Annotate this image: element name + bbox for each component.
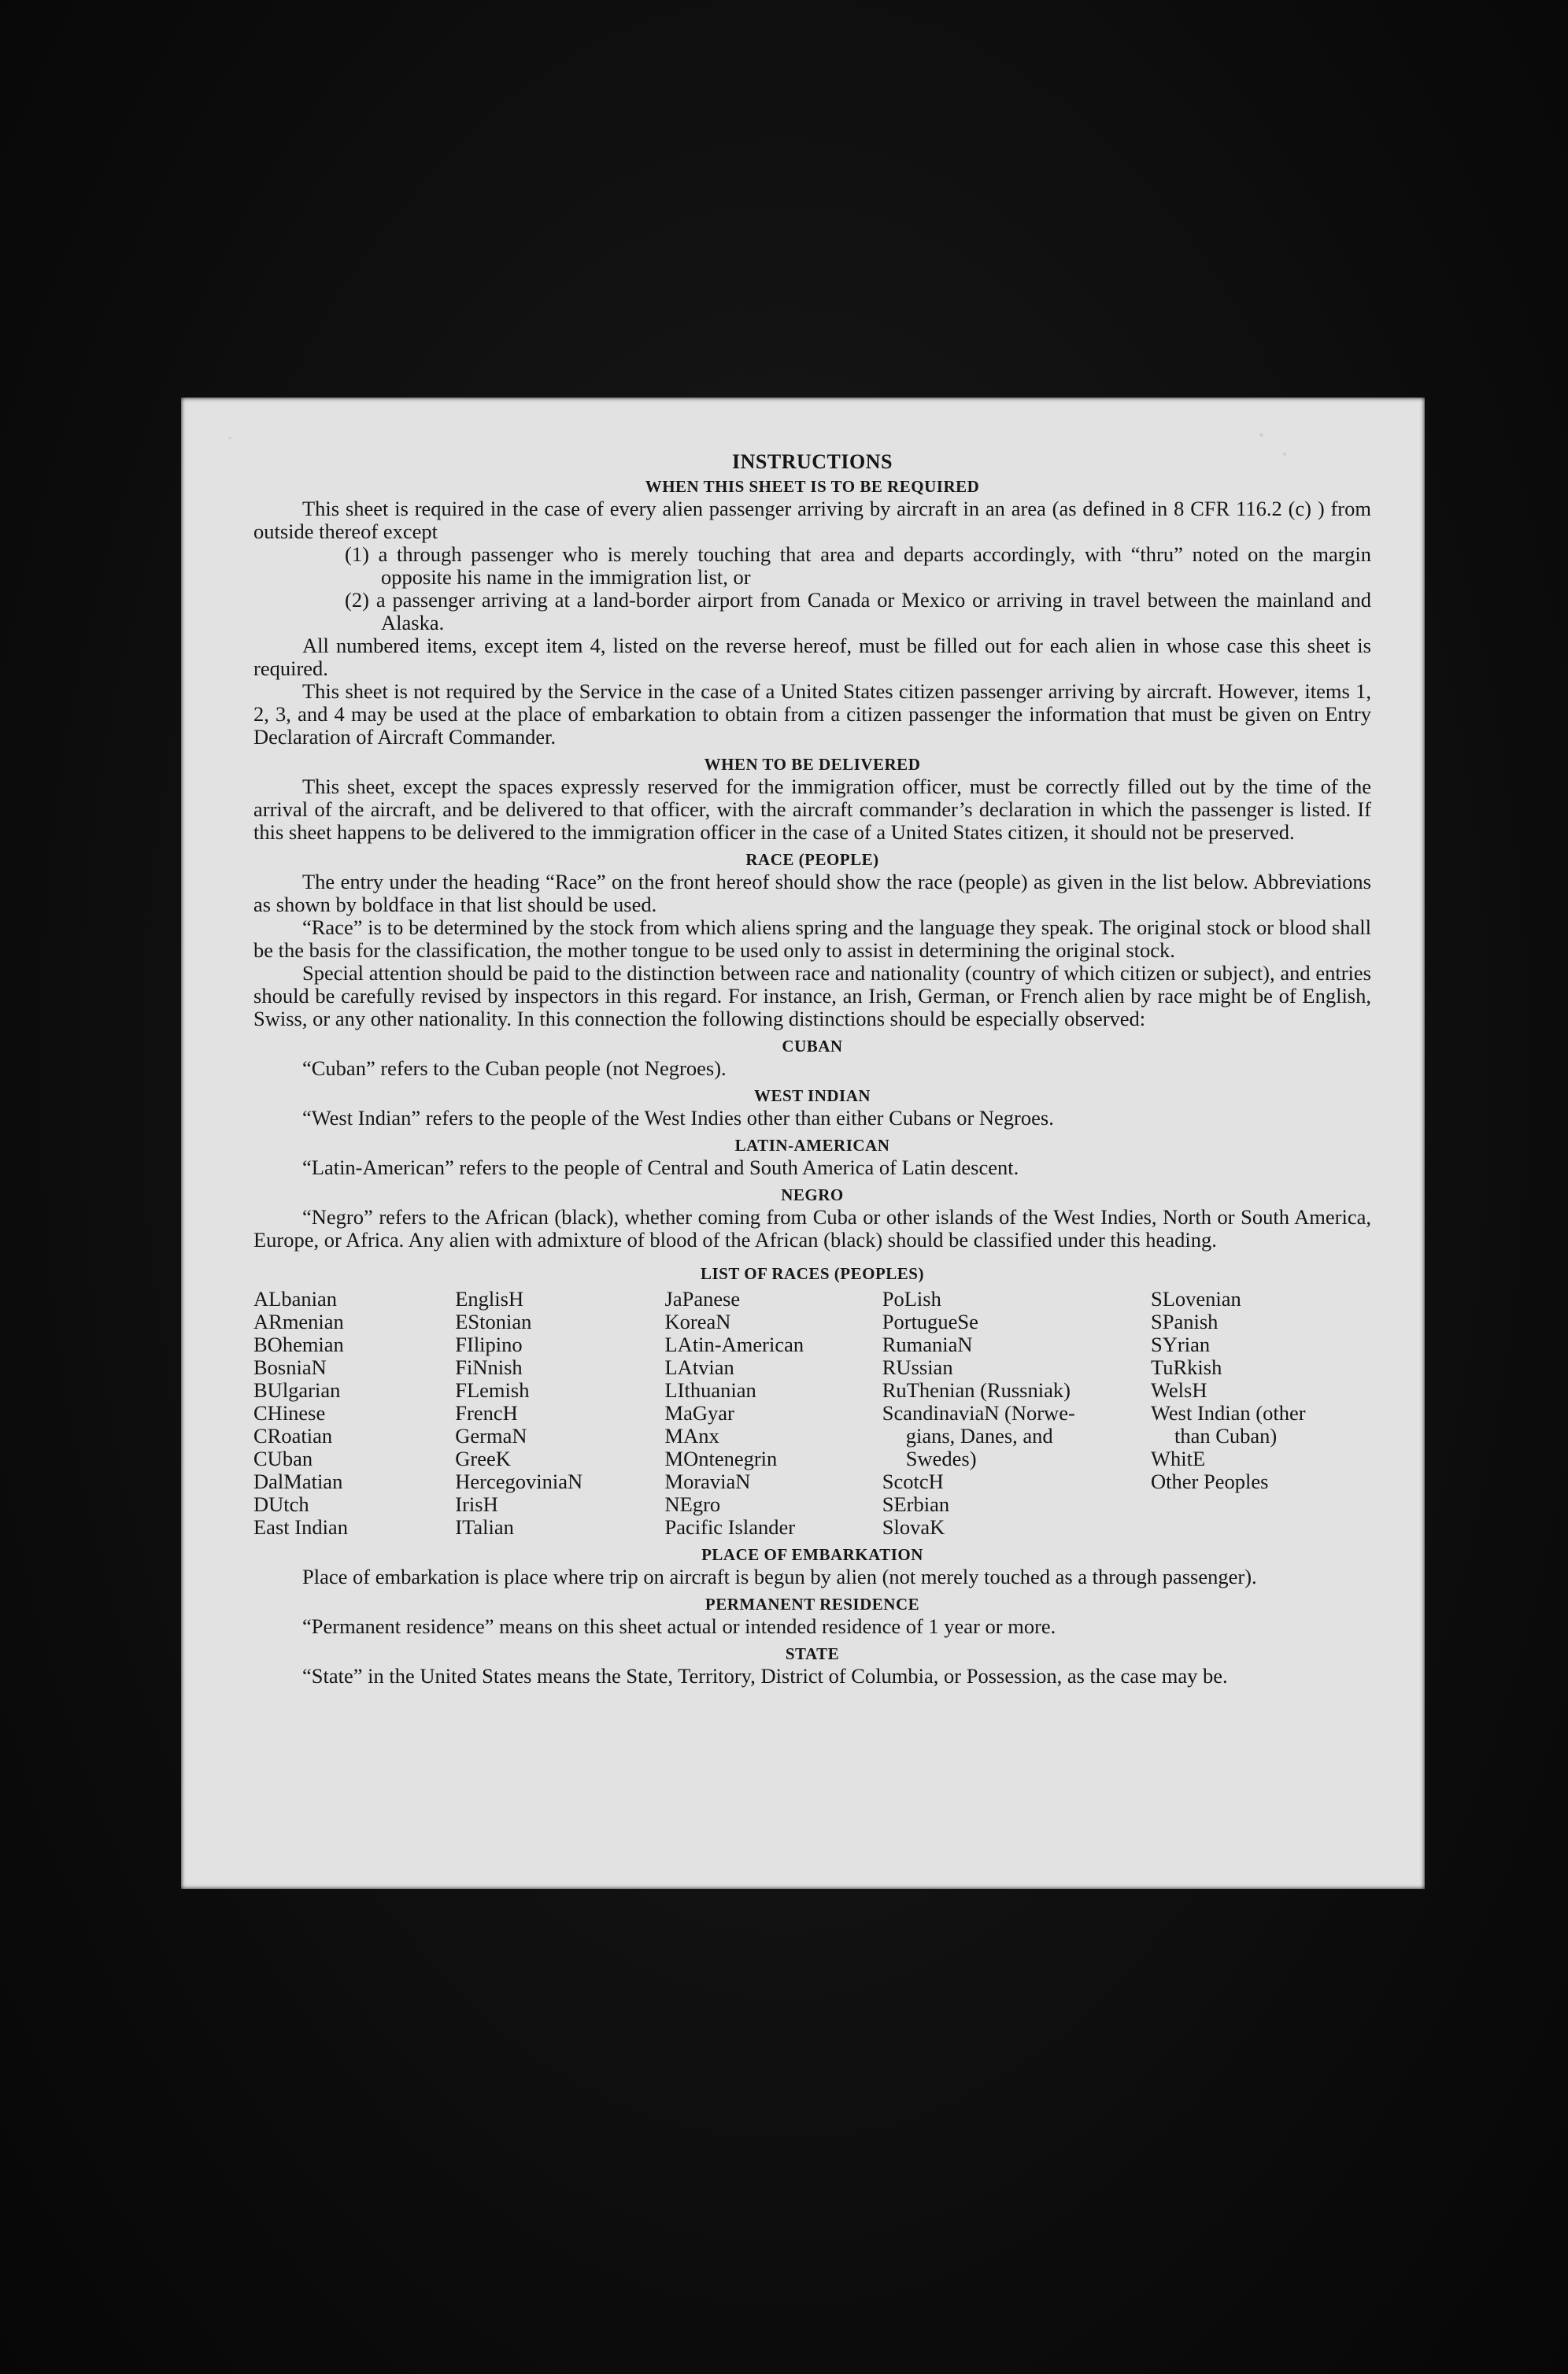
race-paragraph-2: “Race” is to be determined by the stock from which aliens spring and the language they speak. The original stock or blood shall be the basis for the classification, the mother tongue to be used only to assist in determining the original stock. xyxy=(253,915,1371,962)
race-entry: CHinese xyxy=(253,1401,326,1425)
race-entry: MoraviaN xyxy=(664,1470,751,1493)
race-paragraph-3: Special attention should be paid to the distinction between race and nationality (country of which citizen or subject), and entries should be carefully revised by inspectors in this regard. For instance, an Irish, German, or French alien by race might be of English, Swiss, or any other nationality. In this connection the following distinctions should be especially observed: xyxy=(253,961,1371,1030)
race-entry-continuation: than Cuban) xyxy=(1174,1424,1278,1448)
races-column-1 xyxy=(253,1288,446,1539)
heading-permanent-residence: PERMANENT RESIDENCE xyxy=(704,1595,920,1614)
heading-when-required: WHEN THIS SHEET IS TO BE REQUIRED xyxy=(645,477,980,496)
residence-text: “Permanent residence” means on this sheet actual or intended residence of 1 year or more. xyxy=(302,1614,1056,1638)
race-entry: PortugueSe xyxy=(882,1310,978,1333)
race-entry: SErbian xyxy=(882,1492,950,1516)
race-entry: HercegoviniaN xyxy=(455,1470,583,1493)
race-entry: WhitE xyxy=(1151,1447,1206,1470)
race-entry: FiNnish xyxy=(455,1355,523,1379)
race-entry: MAnx xyxy=(664,1424,719,1448)
race-entry: WelsH xyxy=(1151,1378,1207,1402)
race-entry: LIthuanian xyxy=(664,1378,756,1402)
race-entry: ARmenian xyxy=(253,1310,344,1333)
race-entry: MaGyar xyxy=(664,1401,734,1425)
race-entry: East Indian xyxy=(253,1515,348,1539)
heading-west-indian: WEST INDIAN xyxy=(753,1086,871,1105)
races-column-5 xyxy=(1151,1288,1371,1539)
race-entry: ScotcH xyxy=(882,1470,944,1493)
race-entry: DalMatian xyxy=(253,1470,343,1493)
race-paragraph-1: The entry under the heading “Race” on the front hereof should show the race (people) as given in the list below. Abbreviations as shown by boldface in that list should be used. xyxy=(253,870,1371,916)
embarkation-text: Place of embarkation is place where trip on aircraft is begun by alien (not merely touched as a through passenger). xyxy=(302,1565,1257,1588)
dust-speck xyxy=(1259,433,1263,437)
race-entry: Pacific Islander xyxy=(664,1515,796,1539)
race-entry: IrisH xyxy=(455,1492,498,1516)
west-indian-text: “West Indian” refers to the people of the West Indies other than either Cubans or Negroes. xyxy=(302,1106,1054,1130)
required-item-2: (2) a passenger arriving at a land-border airport from Canada or Mexico or arriving in travel between the mainland and Alaska. xyxy=(345,588,1371,634)
document-title: INSTRUCTIONS xyxy=(732,450,893,473)
race-entry: LAtvian xyxy=(664,1355,734,1379)
race-entry: FIlipino xyxy=(455,1333,523,1356)
race-entry: DUtch xyxy=(253,1492,309,1516)
race-entry: EnglisH xyxy=(455,1287,524,1311)
race-entry: MOntenegrin xyxy=(664,1447,778,1470)
heading-race: RACE (PEOPLE) xyxy=(745,850,879,869)
required-paragraph-1: This sheet is required in the case of every alien passenger arriving by aircraft in an area (as defined in 8 CFR 116.2 (c) ) from outside thereof except xyxy=(253,497,1371,543)
required-paragraph-3: This sheet is not required by the Service in the case of a United States citizen passenger arriving by aircraft. However, items 1, 2, 3, and 4 may be used at the place of embarkation to obtain from a citizen passenger the information that must be given on Entry Declaration of Aircraft Commander. xyxy=(253,679,1371,749)
race-entry: SLovenian xyxy=(1151,1287,1241,1311)
dust-speck xyxy=(228,437,231,439)
cuban-text: “Cuban” refers to the Cuban people (not Negroes). xyxy=(302,1056,727,1080)
race-entry: BosniaN xyxy=(253,1355,327,1379)
race-entry: ITalian xyxy=(455,1515,514,1539)
races-list xyxy=(253,1288,1371,1539)
heading-list-of-races: LIST OF RACES (PEOPLES) xyxy=(701,1264,924,1283)
race-entry: RumaniaN xyxy=(882,1333,973,1356)
heading-cuban: CUBAN xyxy=(782,1037,843,1056)
race-entry: EStonian xyxy=(455,1310,532,1333)
heading-state: STATE xyxy=(785,1644,840,1663)
race-entry: FLemish xyxy=(455,1378,530,1402)
required-item-1: (1) a through passenger who is merely touching that area and departs accordingly, with “thru” noted on the margin opposite his name in the immigration list, or xyxy=(345,542,1371,589)
races-column-3 xyxy=(665,1288,874,1539)
race-entry: PoLish xyxy=(882,1287,941,1311)
race-entry: NEgro xyxy=(664,1492,721,1516)
race-entry: ALbanian xyxy=(253,1287,337,1311)
heading-place-of-embarkation: PLACE OF EMBARKATION xyxy=(701,1545,923,1564)
document-sheet xyxy=(181,398,1425,1889)
latin-american-text: “Latin-American” refers to the people of Central and South America of Latin descent. xyxy=(302,1156,1019,1179)
race-entry: BOhemian xyxy=(253,1333,344,1356)
race-entry: SlovaK xyxy=(882,1515,945,1539)
race-entry: SPanish xyxy=(1151,1310,1219,1333)
state-text: “State” in the United States means the State, Territory, District of Columbia, or Possession, as the case may be. xyxy=(302,1664,1228,1688)
race-entry-continuation: gians, Danes, and xyxy=(905,1424,1053,1448)
race-entry: FrencH xyxy=(455,1401,518,1425)
race-entry: BUlgarian xyxy=(253,1378,341,1402)
race-entry: RuThenian (Russniak) xyxy=(882,1378,1071,1402)
race-entry: ScandinaviaN (Norwe- xyxy=(882,1401,1075,1425)
races-column-2 xyxy=(455,1288,656,1539)
race-entry: SYrian xyxy=(1151,1333,1211,1356)
heading-latin-american: LATIN-AMERICAN xyxy=(734,1136,890,1155)
race-entry: Other Peoples xyxy=(1151,1470,1269,1493)
document-body xyxy=(253,449,1371,1688)
race-entry-continuation: Swedes) xyxy=(905,1447,977,1470)
race-entry: TuRkish xyxy=(1151,1355,1222,1379)
heading-when-delivered: WHEN TO BE DELIVERED xyxy=(704,755,921,774)
race-entry: West Indian (other xyxy=(1151,1401,1306,1425)
race-entry: LAtin-American xyxy=(664,1333,804,1356)
race-entry: GermaN xyxy=(455,1424,527,1448)
heading-negro: NEGRO xyxy=(781,1185,844,1204)
delivered-paragraph: This sheet, except the spaces expressly reserved for the immigration officer, must be correctly filled out by the time of the arrival of the aircraft, and be delivered to that officer, with the aircraft commander’s declaration in which the passenger is listed. If this sheet happens to be delivered to the immigration officer in the case of a United States citizen, it should not be preserved. xyxy=(253,775,1371,844)
race-entry: CUban xyxy=(253,1447,313,1470)
required-paragraph-2: All numbered items, except item 4, listed on the reverse hereof, must be filled out for each alien in whose case this sheet is required. xyxy=(253,634,1371,680)
race-entry: GreeK xyxy=(455,1447,511,1470)
negro-text: “Negro” refers to the African (black), whether coming from Cuba or other islands of the West Indies, North or South America, Europe, or Africa. Any alien with admixture of blood of the African (black) should be classified under this heading. xyxy=(253,1205,1371,1252)
race-entry: RUssian xyxy=(882,1355,953,1379)
race-entry: JaPanese xyxy=(664,1287,741,1311)
race-entry: KoreaN xyxy=(664,1310,731,1333)
race-entry: CRoatian xyxy=(253,1424,333,1448)
races-column-4 xyxy=(882,1288,1142,1539)
